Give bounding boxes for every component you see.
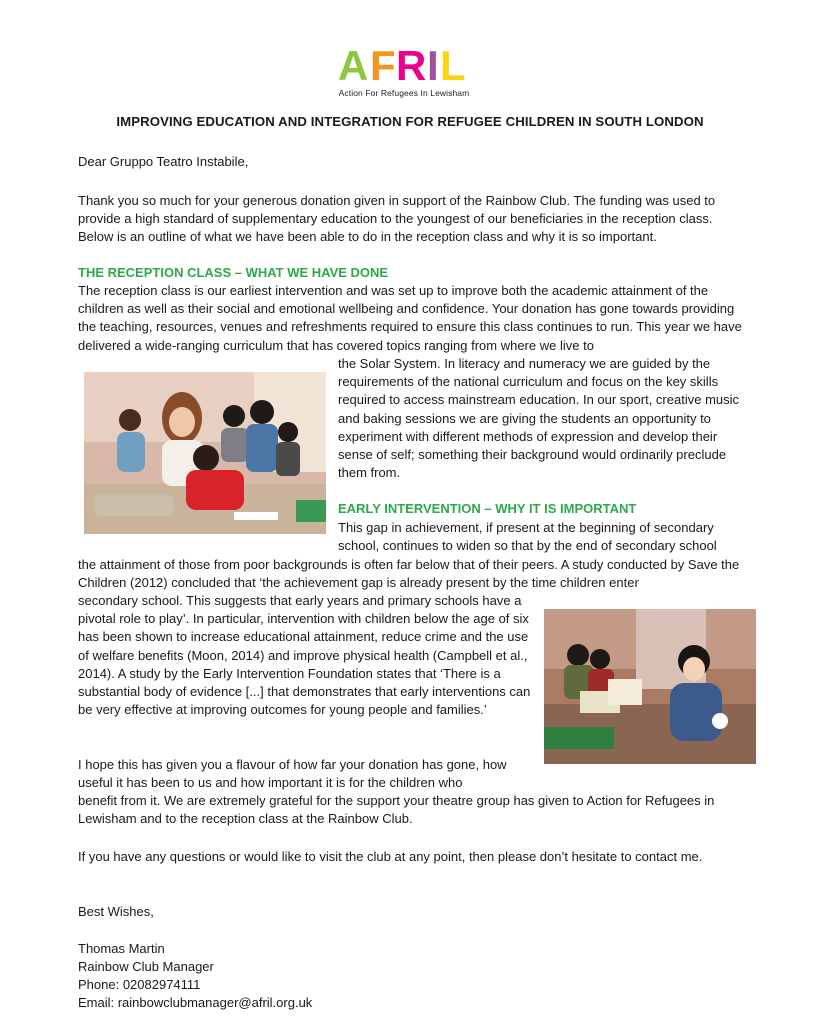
section-early-text: the attainment of those from poor backgrounds is often far below that of their peers. A study conducted by Save the Children (2012) concluded that ‘the achievement gap is already present by the time children enter <box>78 557 740 591</box>
section-heading-reception: THE RECEPTION CLASS – WHAT WE HAVE DONE <box>78 265 389 280</box>
svg-text:A: A <box>338 42 369 86</box>
svg-text:F: F <box>370 42 396 86</box>
section-early-text-wrap-left: secondary school. This suggests that early years and primary schools have a pivotal role to play’. In particular, intervention with children below the age of six has been shown to increase educational attainment, reduce crime and the use of welfare benefits (Moon, 2014) and improve physical health (Campbell et al., 2014). A study by the Early Intervention Foundation states that ‘There is a substantial body of evidence [...] that demonstrates that early interventions can be very effective at improving outcomes for young people and families.’ <box>78 593 531 718</box>
section-reception-text-wrap: the Solar System. In literacy and numeracy we are guided by the requirements of the national curriculum and focus on the key skills required to access mainstream education. In our sport, creative music and baking sessions we are giving the students an opportunity to experiment with different methods of expression and develop their sense of self; something their background would ordinarily preclude them from. <box>338 356 740 481</box>
signature-phone: Phone: 02082974111 <box>78 977 201 992</box>
contact-note: If you have any questions or would like to visit the club at any point, then please don’t hesitate to contact me. <box>78 849 703 864</box>
svg-text:R: R <box>396 42 427 86</box>
classroom-photo-1 <box>84 372 326 534</box>
section-early-text-wrap-right: This gap in achievement, if present at the beginning of secondary school, continues to widen so that by the end of secondary school <box>338 520 717 554</box>
afril-wordmark <box>334 42 474 86</box>
signature-role: Rainbow Club Manager <box>78 959 214 974</box>
signoff: Best Wishes, <box>78 904 154 919</box>
intro-paragraph: Thank you so much for your generous donation given in support of the Rainbow Club. The funding was used to provide a high standard of supplementary education to the youngest of our beneficiaries in the reception class. Below is an outline of what we have been able to do in the reception class and why it is so important. <box>78 193 716 245</box>
classroom-photo-2 <box>544 609 756 764</box>
svg-text:L: L <box>440 42 466 86</box>
section-reception-text: The reception class is our earliest intervention and was set up to improve both the academic attainment of the children as well as their social and emotional wellbeing and confidence. Your donation has gone towards providing the teaching, resources, venues and refreshments required to ensure this class continues to run. This year we have delivered a wide-ranging curriculum that has covered topics ranging from where we live to <box>78 283 742 353</box>
signature-name: Thomas Martin <box>78 941 165 956</box>
closing-paragraph-wrap: I hope this has given you a flavour of how far your donation has gone, how useful it has been to us and how important it is for the children who <box>78 757 507 791</box>
closing-paragraph: benefit from it. We are extremely grateful for the support your theatre group has given to Action for Refugees in Lewisham and to the reception class at the Rainbow Club. <box>78 793 715 827</box>
svg-text:I: I <box>427 42 439 86</box>
signature-email: Email: rainbowclubmanager@afril.org.uk <box>78 995 313 1010</box>
salutation: Dear Gruppo Teatro Instabile, <box>78 154 249 169</box>
logo-tagline: Action For Refugees In Lewisham <box>338 88 470 98</box>
document-title: IMPROVING EDUCATION AND INTEGRATION FOR REFUGEE CHILDREN IN SOUTH LONDON <box>116 114 704 129</box>
section-heading-early-intervention: EARLY INTERVENTION – WHY IT IS IMPORTANT <box>338 501 637 516</box>
afril-logo <box>334 42 474 102</box>
